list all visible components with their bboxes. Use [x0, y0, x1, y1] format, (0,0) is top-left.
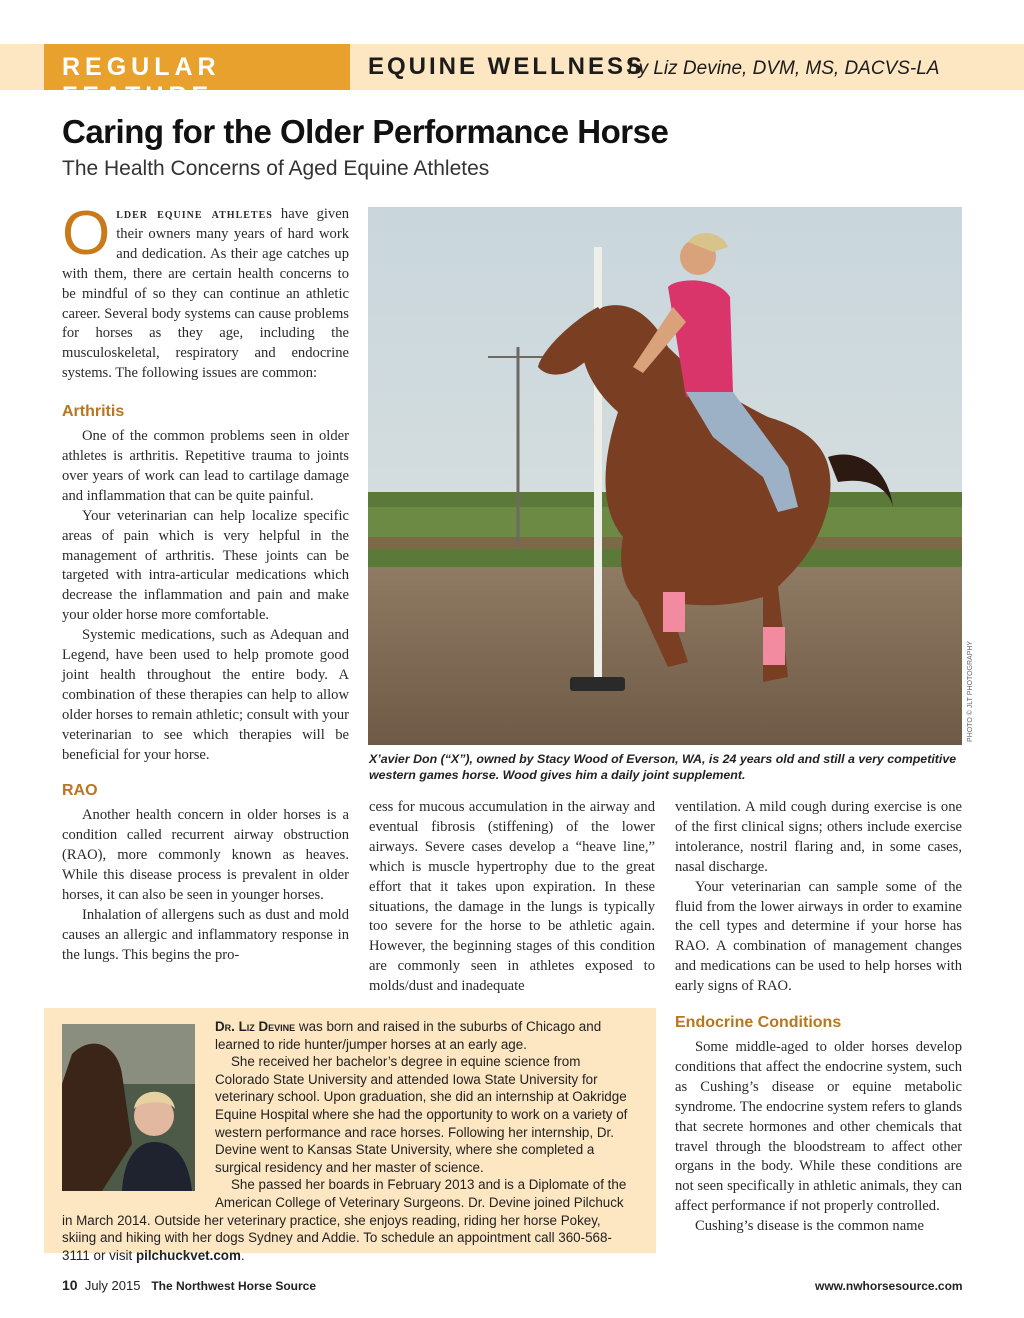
author-bio-text: [62, 1018, 636, 1264]
article-subtitle: The Health Concerns of Aged Equine Athletes: [62, 157, 490, 180]
byline: by Liz Devine, DVM, MS, DACVS-LA: [628, 58, 940, 79]
bio-paragraph-1-text: was born and raised in the suburbs of Chicago and learned to ride hunter/jumper horses at an early age.: [215, 1019, 602, 1052]
intro-text: have given their owners many years of hard work and dedication. As their age catches up with them, there are certain health concerns to be mindful of so they can continue an athletic career. Several body systems can cause problems for horses as they age, including the musculoskeletal, respiratory and endocrine systems. The following issues are common:: [62, 206, 349, 382]
rao-paragraph-3: Your veterinarian can sample some of the fluid from the lower airways in order to examine the cell types and determine if your horse has RAO. A combination of management changes and medications can be used to help horses with early signs of RAO.: [675, 878, 962, 995]
arthritis-paragraph-1: One of the common problems seen in older athletes is arthritis. Repetitive trauma to joints over years of work can lead to cartilage damage and inflammation that can be quite painful.: [62, 428, 349, 504]
photo-credit-text: PHOTO © JLT PHOTOGRAPHY: [967, 640, 974, 742]
horse-rider-illustration: [368, 207, 962, 745]
rao-paragraph-2b: cess for mucous accumulation in the airway and eventual fibrosis (stiffening) of the lower airways. Severe cases develop a “heave line,” which is muscle hypertrophy due to the great effort that it takes upon expiration. In these situations, the damage in the lungs is typically too severe for the horse to be athletic again. However, the beginning stages of this condition are commonly seen in athletes exposed to molds/dust and inadequate: [369, 799, 655, 995]
rao-paragraph-2c: ventilation. A mild cough during exercise is one of the first clinical signs; others include exercise intolerance, nostril flaring and, in some cases, nasal discharge.: [675, 799, 962, 875]
footer-left: [62, 1277, 316, 1293]
endocrine-paragraph-2: Cushing’s disease is the common name: [695, 1218, 925, 1235]
heading-arthritis: Arthritis: [62, 403, 125, 421]
page-number: 10: [62, 1277, 78, 1293]
issue-date: July 2015: [84, 1278, 141, 1293]
column-3: [675, 798, 962, 1237]
endocrine-paragraph-1: Some middle-aged to older horses develop conditions that affect the endocrine system, such as Cushing’s disease or equine metabolic syndrome. The endocrine system refers to glands that secrete hormones and other chemicals that travel through the bloodstream to affect other organs in the body. While these conditions are not seen specifically in athletic animals, they can affect performance if not properly controlled.: [675, 1038, 962, 1215]
arthritis-paragraph-2: Your veterinarian can help localize specific areas of pain which is very helpful in the management of arthritis. These joints can be targeted with intra-articular medications which decrease the inflammation and pain and make your older horse more comfortable.: [62, 507, 349, 624]
bio-paragraph-3-text: She passed her boards in February 2013 and is a Diplomate of the American College of Veterinary Surgeons. Dr. Devine joined Pilchuck in March 2014. Outside her veterinary practice, she enjoys reading, riding her horse Pokey, skiing and hiking with her dogs Sydney and Addie. To schedule an appointment call 360-568-3111 or visit: [62, 1177, 627, 1263]
bio-end: .: [240, 1247, 245, 1263]
heading-rao: RAO: [62, 782, 98, 800]
author-name: Dr. Liz Devine: [215, 1019, 296, 1034]
heading-endocrine: Endocrine Conditions: [675, 1014, 842, 1032]
photo-credit: [964, 640, 976, 745]
article-title: Caring for the Older Performance Horse: [62, 113, 669, 150]
footer-url[interactable]: www.nwhorsesource.com: [815, 1279, 963, 1293]
website-link[interactable]: pilchuckvet.com: [135, 1247, 241, 1263]
section-tag: [44, 44, 350, 110]
arthritis-paragraph-3: Systemic medications, such as Adequan and Legend, have been used to help promote good joint health throughout the entire body. A combination of these therapies can help to allow older horses to remain athletic; consult with your veterinarian to see which therapies will be beneficial for your horse.: [62, 627, 349, 763]
intro-paragraph: [62, 199, 349, 384]
horse-photo: [368, 207, 962, 745]
column-2: [369, 798, 655, 997]
bio-paragraph-2: She received her bachelor’s degree in equine science from Colorado State University and attended Iowa State University for veterinary school. Upon graduation, she did an internship at Oakridge Equine Hospital where she had the opportunity to work on a variety of western performance and race horses. Following her internship, Dr. Devine went to Kansas State University, where she completed a surgical residency and her master of science.: [215, 1054, 628, 1175]
drop-cap: O: [62, 199, 111, 268]
section-tag-label: REGULAR FEATURE: [62, 53, 221, 110]
photo-caption: X’avier Don (“X”), owned by Stacy Wood of Everson, WA, is 24 years old and still a very competitive western games horse. Wood gives him a daily joint supplement.: [369, 752, 957, 782]
intro-lead: lder equine athletes: [116, 206, 273, 222]
rao-paragraph-2a: Inhalation of allergens such as dust and mold causes an allergic and inflammatory response in the lungs. This begins the pro-: [62, 906, 349, 963]
column-1: [62, 199, 349, 966]
column-title: EQUINE WELLNESS: [368, 53, 646, 80]
publication-name: The Northwest Horse Source: [151, 1279, 317, 1293]
rao-paragraph-1: Another health concern in older horses is a condition called recurrent airway obstruction (RAO), more commonly known as heaves. While this disease process is prevalent in older horses, it can also be seen in younger horses.: [62, 807, 349, 903]
